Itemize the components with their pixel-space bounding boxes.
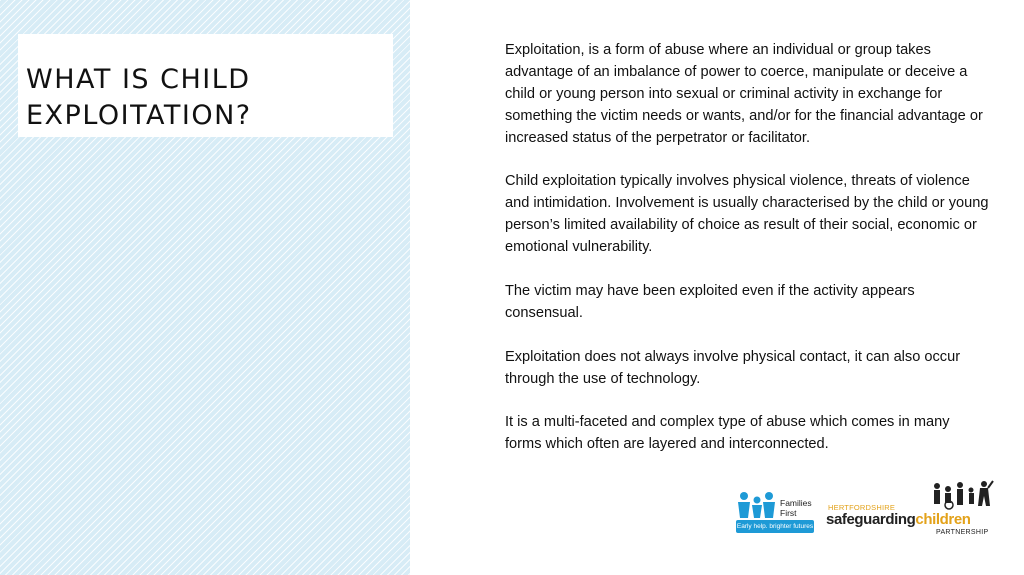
- families-first-name: Families First: [780, 498, 812, 518]
- safeguarding-county: HERTFORDSHIRE: [828, 503, 896, 512]
- safeguarding-word: safeguarding: [826, 511, 916, 528]
- paragraph-2: Child exploitation typically involves physical violence, threats of violence and intimidation. Involvement is usually characterised by the child or young person’s limited availability of choice as result of their social, economic or emotional vulnerability.: [505, 173, 989, 256]
- left-panel: [0, 0, 410, 575]
- safeguarding-wordmark: [826, 511, 971, 528]
- families-first-logo: [736, 490, 814, 534]
- families-first-tagline: Early help. brighter futures: [736, 520, 814, 533]
- families-figures-icon: [736, 490, 780, 520]
- paragraph-4: Exploitation does not always involve physical contact, it can also occur through the use of technology.: [505, 348, 961, 387]
- paragraph-5: It is a multi-faceted and complex type of abuse which comes in many forms which often are layered and interconnected.: [505, 414, 950, 453]
- silhouettes-icon: [931, 480, 996, 510]
- slide-title: WHAT IS CHILD EXPLOITATION?: [26, 64, 252, 131]
- safeguarding-children-logo: [826, 480, 996, 540]
- paragraph-3: The victim may have been exploited even if the activity appears consensual.: [505, 282, 915, 321]
- partnership-label: PARTNERSHIP: [936, 529, 989, 536]
- body-text: [505, 40, 990, 478]
- children-word: children: [915, 511, 971, 528]
- paragraph-1: Exploitation, is a form of abuse where an individual or group takes advantage of an imbalance of power to coerce, manipulate or deceive a child or young person into sexual or criminal activity in exchange for something the victim needs or wants, and/or for the financial advantage or increased status of the perpetrator or facilitator.: [505, 42, 983, 146]
- title-box: [18, 34, 393, 137]
